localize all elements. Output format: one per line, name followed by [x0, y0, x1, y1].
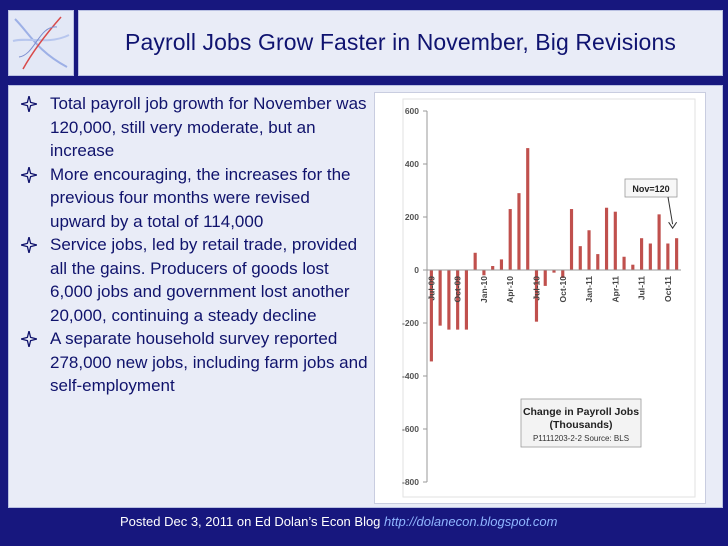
chart-title-unit: (Thousands): [549, 419, 613, 431]
four-point-star-icon: [21, 331, 37, 347]
y-tick-label: -200: [401, 318, 419, 328]
y-tick-label: 600: [404, 106, 419, 116]
bullet-item: [20, 233, 370, 327]
footer: [120, 514, 557, 529]
bullet-item: [20, 163, 370, 234]
data-bar: [614, 212, 617, 270]
data-bar: [526, 148, 529, 270]
x-tick-label: Jan-11: [584, 276, 595, 303]
annotation-text: Nov=120: [632, 184, 670, 194]
data-bar: [666, 244, 669, 271]
bullet-item: [20, 327, 370, 398]
title-bar: [78, 10, 723, 76]
bullet-item: [20, 92, 370, 163]
four-point-star-icon: [21, 96, 37, 112]
data-bar: [587, 230, 590, 270]
chart-source: P1111203-2-2 Source: BLS: [532, 434, 630, 443]
four-point-star-icon: [21, 167, 37, 183]
blog-link[interactable]: http://dolanecon.blogspot.com: [384, 514, 558, 529]
data-bar: [500, 259, 503, 270]
y-tick-label: -600: [401, 424, 419, 434]
y-tick-label: 200: [404, 212, 419, 222]
data-bar: [640, 238, 643, 270]
data-bar: [517, 193, 520, 270]
data-bar: [509, 209, 512, 270]
data-bar: [491, 266, 494, 270]
x-tick-label: Apr-11: [610, 276, 621, 303]
x-tick-label: Oct-09: [452, 276, 463, 303]
data-bar: [544, 270, 547, 286]
payroll-bar-chart: [375, 93, 705, 503]
slide-title: Payroll Jobs Grow Faster in November, Big Revisions: [125, 29, 676, 55]
bullet-list: [20, 92, 370, 398]
logo-image: [8, 10, 74, 76]
chart-panel: [374, 92, 706, 504]
data-bar: [579, 246, 582, 270]
data-bar: [439, 270, 442, 326]
x-tick-label: Oct-10: [557, 276, 568, 303]
y-tick-label: -400: [401, 371, 419, 381]
y-tick-label: 400: [404, 159, 419, 169]
data-bar: [631, 265, 634, 270]
data-bar: [474, 253, 477, 270]
x-tick-label: Jul-11: [636, 276, 647, 301]
bullet-text: More encouraging, the increases for the previous four months were revised upward by a total of 114,000: [50, 164, 351, 231]
x-tick-label: Jul-09: [426, 276, 437, 301]
y-tick-label: -800: [401, 477, 419, 487]
data-bar: [658, 214, 661, 270]
four-point-star-icon: [21, 237, 37, 253]
data-bar: [605, 208, 608, 270]
y-tick-label: 0: [414, 265, 419, 275]
data-bar: [649, 244, 652, 271]
bullet-text: A separate household survey reported 278,000 new jobs, including farm jobs and self-employment: [50, 329, 368, 395]
x-tick-label: Oct-11: [662, 276, 673, 302]
bullet-text: Total payroll job growth for November was 120,000, still very moderate, but an increase: [50, 94, 367, 160]
data-bar: [447, 270, 450, 330]
data-bar: [570, 209, 573, 270]
footer-text: Posted Dec 3, 2011 on Ed Dolan’s Econ Blog: [120, 514, 385, 529]
data-bar: [622, 257, 625, 270]
data-bar: [596, 254, 599, 270]
chart-title: Change in Payroll Jobs: [522, 406, 640, 418]
data-bar: [465, 270, 468, 330]
x-tick-label: Apr-10: [505, 276, 516, 303]
data-bar: [482, 270, 485, 275]
data-bar: [675, 238, 678, 270]
x-tick-label: Jan-10: [478, 276, 489, 303]
x-tick-label: Jul-10: [531, 276, 542, 301]
bullet-text: Service jobs, led by retail trade, provided all the gains. Producers of goods lost 6,000 jobs and government lost another 20,000, continuing a steady decline: [50, 235, 358, 325]
